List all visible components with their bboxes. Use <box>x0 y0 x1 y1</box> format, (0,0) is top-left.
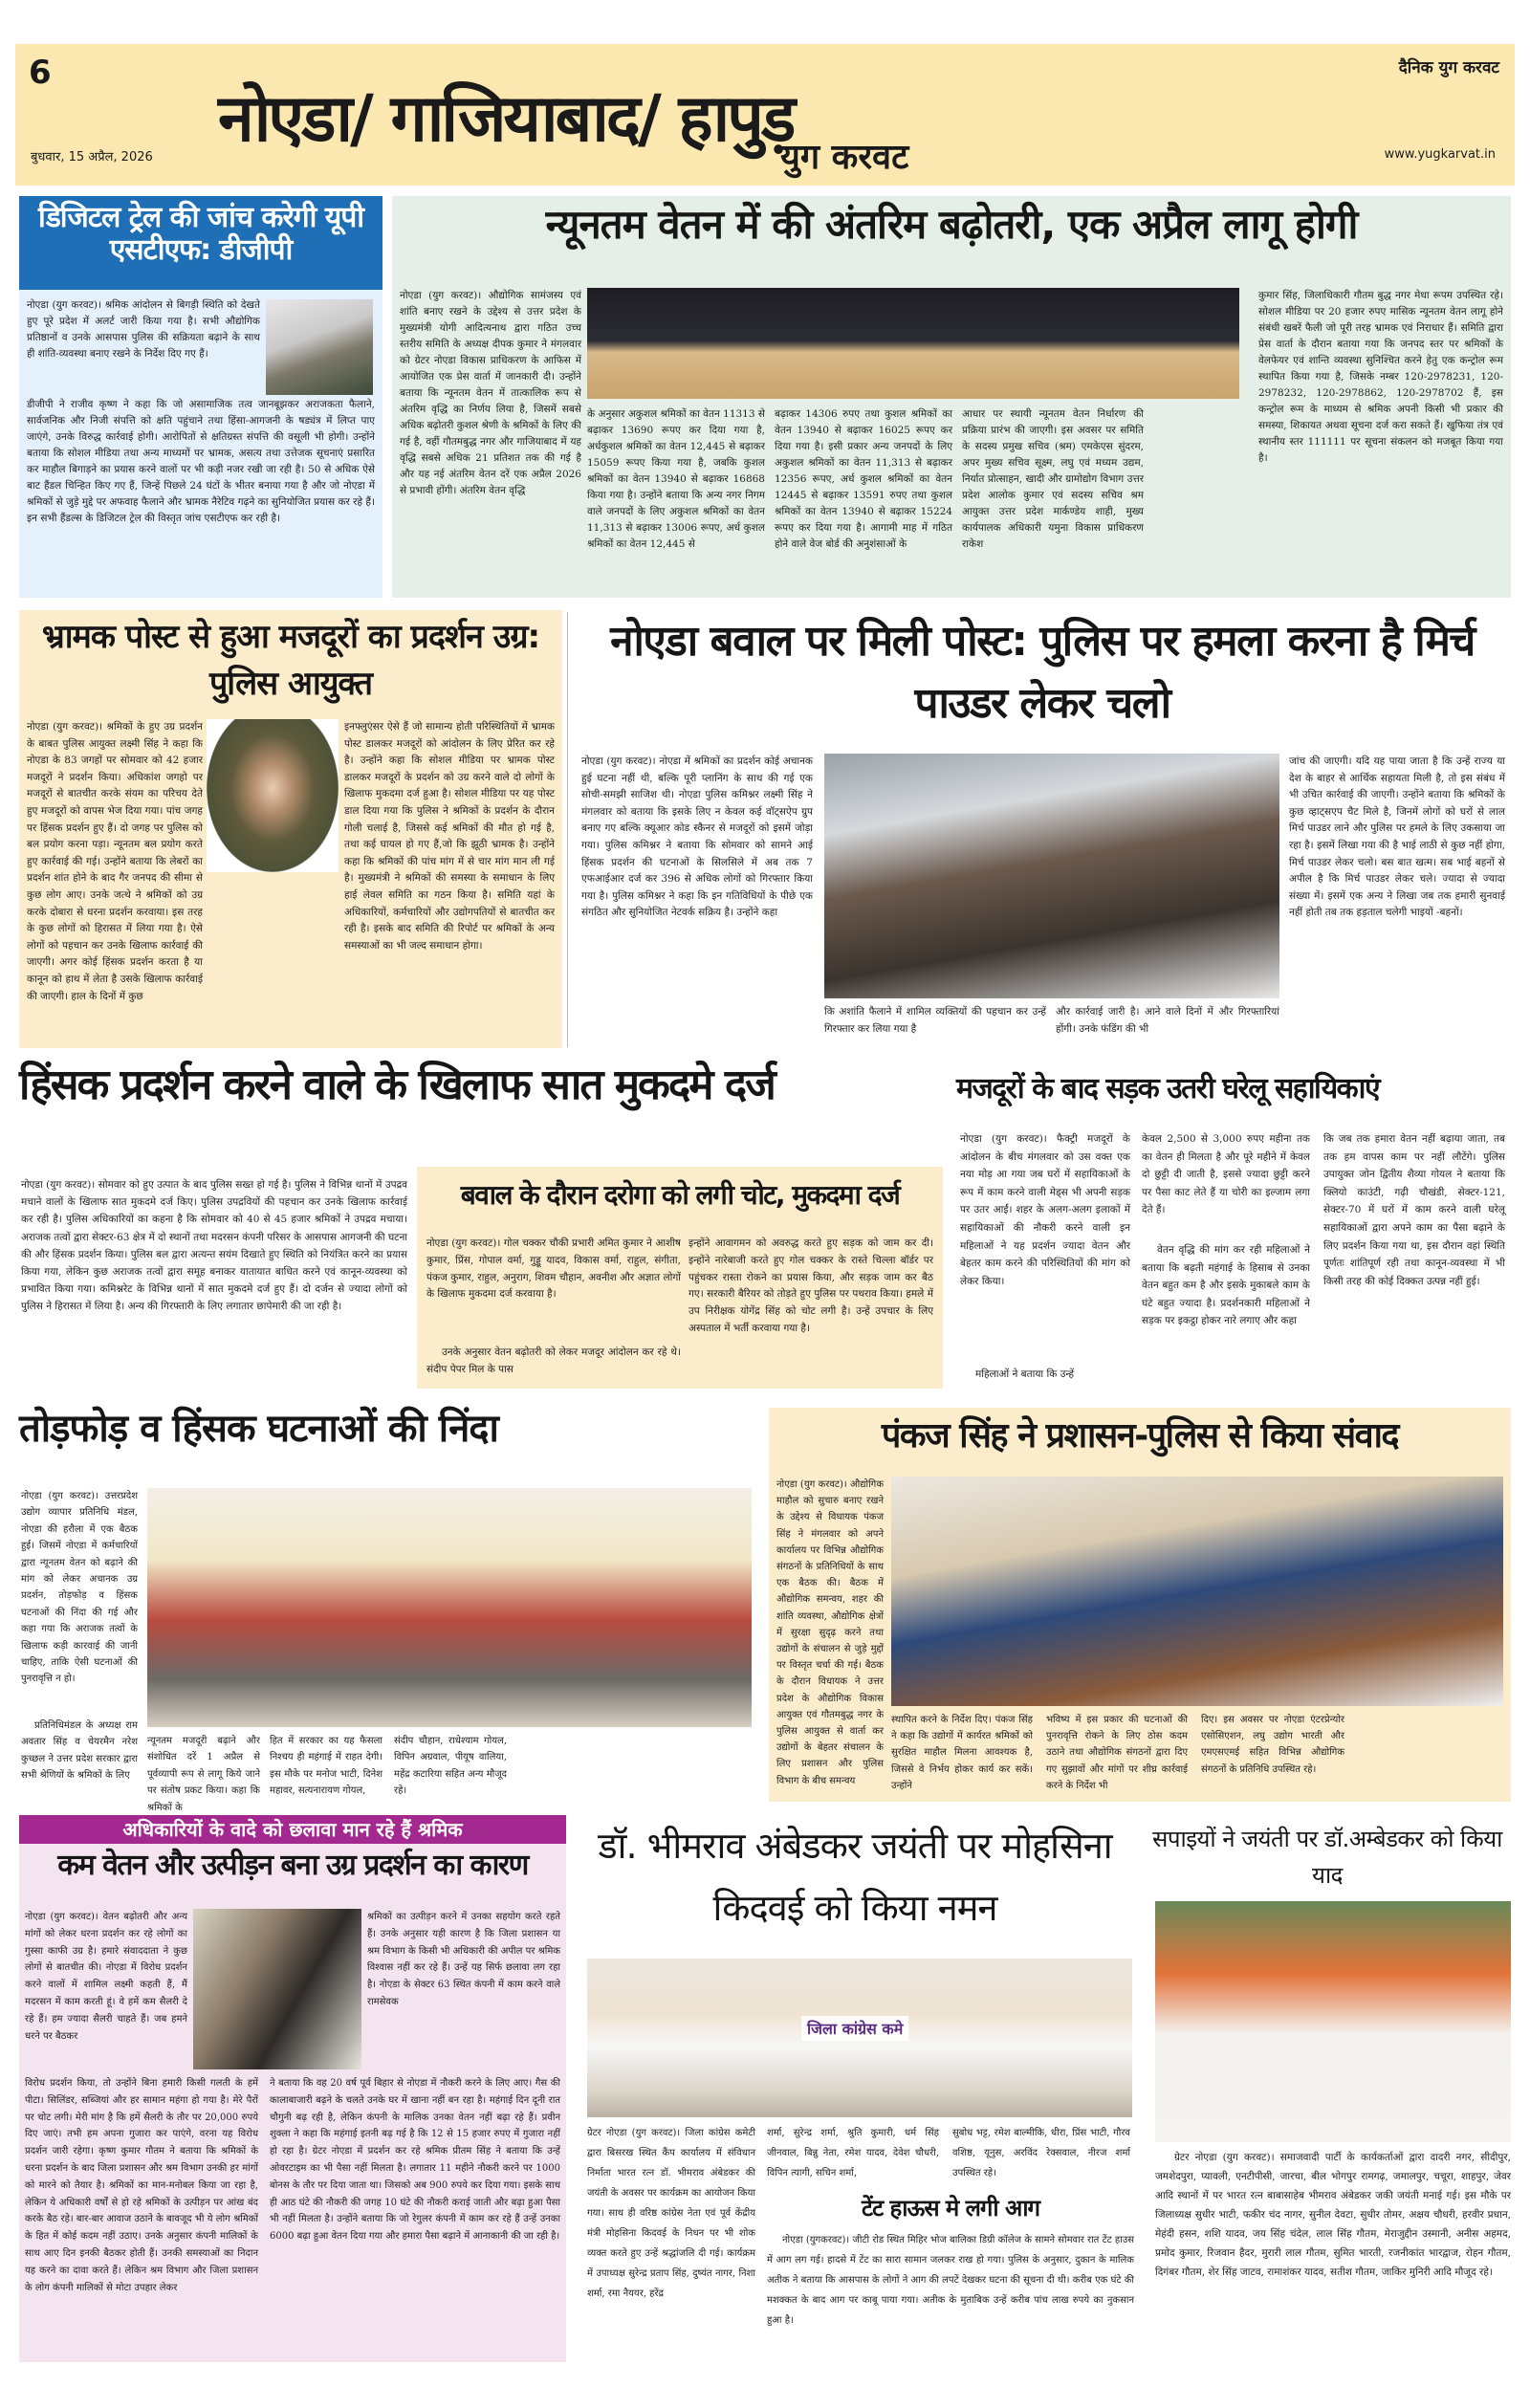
story-column: विरोध प्रदर्शन किया, तो उन्होंने बिना हमारी किसी गलती के हमें पीटा। सिलिंडर, सब्जियां और हर सामान महंगा हो गया है। मेरे पैरों पर चोट लगी। मेरी मांग है कि हमें सैलरी के तौर पर 20,000 रुपये दिए जाएं। तभी हम अपना गुजारा कर पाएंगे, वरना यह विरोध प्रदर्शन जारी रहेगा। कृष्ण कुमार गौतम ने बताया कि श्रमिकों के धरना प्रदर्शन के बाद जिला प्रशासन और श्रम विभाग उनकी हर मांगों को मारने को तैयार है। श्रमिकों का मान-मनोबल किया जा रहा है, लेकिन ये अधिकारी वर्षों से हो रहे श्रमिकों के उत्पीड़न पर आंख बंद करके बैठ रहे। बार-बार आवाज उठाने के बावजूद भी ये लोग श्रमिकों के हित में कोई कदम नहीं उठाए। उनके अनुसार कंपनी मालिकों के साथ आए दिन इनकी बैठकर होती हैं। उनकी समस्याओं का निदान यह करने का दावा करते हैं। लेकिन श्रम विभाग और जिला प्रशासन के लोग कंपनी मालिकों से मोटा उपहार लेकर <box>25 2078 258 2293</box>
brand-logo-text: युग करवट <box>780 138 909 177</box>
story-headline: डिजिटल ट्रेल की जांच करेगी यूपी एसटीएफ: डीजीपी <box>19 196 382 290</box>
masthead <box>15 44 1515 186</box>
story-commissioner <box>19 610 562 1048</box>
story-low-wage <box>19 1815 566 2362</box>
column-divider <box>567 612 568 1047</box>
story-column: कि अशांति फैलाने में शामिल व्यक्तियों की पहचान कर उन्हें गिरफ्तार कर लिया गया है <box>824 1006 1046 1035</box>
paper-name: दैनिक युग करवट <box>1398 58 1499 77</box>
story-column: वेतन वृद्धि की मांग कर रही महिलाओं ने बताया कि बढ़ती महंगाई के हिसाब से उनका वेतन बहुत कम है और इसके मुकाबले काम के घंटे बहुत ज्यादा है। प्रदर्शनकारी महिलाओं ने सड़क पर इकट्ठा होकर नारे लगाए और कहा <box>1142 1244 1310 1327</box>
website-link[interactable]: www.yugkarvat.in <box>1384 147 1496 162</box>
story-column: नोएडा (युग करवट)। गोल चक्कर चौकी प्रभारी अमित कुमार ने आशीष कुमार, प्रिंस, गोपाल वर्मा, गुड्डू यादव, विकास वर्मा, राहुल, संगीता, पंकज कुमार, राहुल, अनुराग, शिवम चौहान, अवनीश और अज्ञात लोगों के खिलाफ मुकदमा दर्ज करवाया है। <box>426 1237 681 1301</box>
story-headline: बवाल के दौरान दरोगा को लगी चोट, मुकदमा दर्ज <box>460 1179 900 1211</box>
story-column: बढ़ाकर 14306 रुपए तथा कुशल श्रमिकों का वेतन 13940 से बढ़ाकर 16025 रूपए कर दिया गया है। इसी प्रकार अन्य जनपदों के लिए अकुशल श्रमिकों का वेतन 11,313 से बढ़ाकर 12356 रूपए, अर्ध कुशल श्रमिकों का वेतन 12445 से बढ़ाकर 13591 रुपए तथा कुशल श्रमिकों का वेतन 13940 से बढ़ाकर 15224 रूपए कर दिया गया है। आगामी माह में गठित होने वाले वेज बोर्ड की अनुशंसाओं के <box>775 408 952 550</box>
story-condemn <box>19 1404 755 1813</box>
story-headline: डॉ. भीमराव अंबेडकर जयंती पर मोहसिना किदवई को किया नमन <box>598 1825 1112 1930</box>
story-column: नोएडा (युग करवट)। औद्योगिक माहौल को सुचारु बनाए रखने के उद्देश्य से विधायक पंकज सिंह ने मंगलवार को अपने कार्यालय पर विभिन्न औद्योगिक संगठनों के प्रतिनिधियों के साथ एक बैठक की। बैठक में औद्योगिक समन्वय, शहर की शांति व्यवस्था, औद्योगिक क्षेत्रों में सुरक्षा सुदृढ़ करने तथा उद्योगों के संचालन से जुड़े मुद्दों पर विस्तृत चर्चा की गई। बैठक के दौरान विधायक ने उत्तर प्रदेश के औद्योगिक विकास आयुक्त एवं गौतमबुद्ध नगर के पुलिस आयुक्त से वार्ता कर उद्योगों के बेहतर संचालन के लिए प्रशासन और पुलिस विभाग के बीच समन्वय <box>776 1479 884 1786</box>
story-column: नोएडा (युग करवट)। नोएडा में श्रमिकों का प्रदर्शन कोई अचानक हुई घटना नहीं थी, बल्कि पूरी प्लानिंग के साथ की गई एक सोची-समझी साजिश थी। नोएडा पुलिस कमिश्नर लक्ष्मी सिंह ने मंगलवार को बताया कि इसके लिए न केवल कई वॉट्सऐप ग्रुप बनाए गए बल्कि क्यूआर कोड स्कैनर से मजदूरों को इसमें जोड़ा गया। पुलिस कमिश्नर ने बताया कि सोमवार को सामने आई हिंसक प्रदर्शन की घटनाओं के सिलसिले में अब तक 7 एफआईआर दर्ज कर 396 से अधिक लोगों को गिरफ्तार किया गया है। पुलिस कमिश्नर ने कहा कि इन गतिविधियों के पीछे एक संगठित और सुनियोजित नेटवर्क सक्रिय है। उन्होंने कहा <box>581 755 813 919</box>
story-lead: नोएडा (युग करवट)। श्रमिक आंदोलन से बिगड़ी स्थिति को देखते हुए पूरे प्रदेश में अलर्ट जारी किया गया है। सभी औद्योगिक प्रतिष्ठानों व उनके आसपास पुलिस की सक्रियता बढ़ाने के साथ ही शांति-व्यवस्था बनाए रखने के निर्देश दिए गए हैं। <box>27 299 260 360</box>
story-column: नोएडा (युग करवट)। वेतन बढ़ोतरी और अन्य मांगों को लेकर धरना प्रदर्शन कर रहे लोगों का गुस्सा काफी उग्र है। हमारे संवाददाता ने कुछ लोगों से बातचीत की। नोएडा में विरोध प्रदर्शन करने वालों में शामिल लक्ष्मी कहती हैं, मैं मदरसन में काम करती हूं। वे हमें कम सैलरी दे रहे हैं। हम ज्यादा सैलरी चाहते हैं। जब हमने धरने पर बैठकर <box>25 1912 187 2042</box>
story-body: ग्रेटर नोएडा (युग करवट)। समाजवादी पार्टी के कार्यकर्ताओं द्वारा दादरी नगर, सीदीपुर, जमशेदपुरा, प्यावली, एनटीपीसी, जारचा, बील भोगपुर रामगढ़, जमालपुर, चचूरा, शाहपुर, जेवर आदि स्थानों में पर भारत रत्न बाबासाहेब भीमराव अंबेडकर जकी जयंती मनाई गई। इस मौके पर जिलाध्यक्ष सुधीर भाटी, फकीर चंद नागर, सुनील देवटा, सुधीर तोमर, अक्षय चौधरी, हरवीर प्रधान, मेहंदी हसन, शशि यादव, जय सिंह चंदेल, लाल सिंह गौतम, मेराजुद्दीन उस्मानी, अनीस अहमद, प्रमोद कुमार, रिजवान हैदर, मुरारी लाल गौतम, सुमित भारती, रजनीकांत भारद्वाज, रोहन गौतम, दिगंबर गौतम, शेर सिंह जाटव, रामाशंकर यादव, सतीश गौतम, जाकिर मुनिरी आदि मौजूद रहे। <box>1155 2152 1511 2278</box>
story-headline: तोड़फोड़ व हिंसक घटनाओं की निंदा <box>19 1407 498 1451</box>
story-column: नोएडा (युग करवट)। फैक्ट्री मजदूरों के आंदोलन के बीच मंगलवार को उस वक्त एक नया मोड़ आ गया जब घरों में सहायिकाओं के रूप में काम करने वाली मेड्स भी अपनी सड़क पर उतर आईं। शहर के अलग-अलग इलाकों में सहायिकाओं की नौकरी करने वाली इन महिलाओं ने यह प्रदर्शन ज्यादा वेतन और बेहतर काम करने की परिस्थितियों की मांग को लेकर किया। <box>960 1133 1130 1287</box>
story-bawal <box>574 610 1511 1048</box>
sp-tribute-photo <box>1155 1901 1511 2142</box>
story-sp <box>1144 1815 1511 2362</box>
protest-crowd-photo <box>824 754 1279 998</box>
story-column: और कार्रवाई जारी है। आने वाले दिनों में और गिरफ्तारियां होंगी। उनके फंडिंग की भी <box>1056 1006 1279 1035</box>
story-min-wage <box>392 196 1511 598</box>
story-body: डीजीपी ने राजीव कृष्ण ने कहा कि जो असामाजिक तत्व जानबूझकर अराजकता फैलाने, सार्वजनिक और निजी संपत्ति को क्षति पहुंचाने तथा हिंसा-आगजनी के षड्यंत्र में लिप्त पाए जाएंगे, उनके विरुद्ध कार्रवाई होगी। आरोपितों से क्षतिग्रस्त संपत्ति की वसूली भी होगी। उन्होंने बताया कि सोशल मीडिया तथा अन्य माध्यमों पर भ्रामक, असत्य तथा उत्तेजक सूचनाएं प्रसारित कर माहौल बिगाड़ने का प्रयास करने वालों पर भी कड़ी नजर रखी जा रही है। 50 से अधिक ऐसे बाट हैंडल चिन्हित किए गए हैं, जिन्हें पिछले 24 घंटों के भीतर बनाया गया है और जो नोएडा में श्रमिकों से जुड़े मुद्दे पर अफवाह फैलाने और भ्रामक नैरेटिव गढ़ने का सुनियोजित प्रयास कर रहे हैं। इन सभी हैंडल्स के डिजिटल ट्रेल की विस्तृत जांच एसटीएफ कर रही है। <box>27 399 375 524</box>
story-headline: पंकज सिंह ने प्रशासन-पुलिस से किया संवाद <box>881 1416 1399 1456</box>
pankaj-meeting-photo <box>891 1477 1503 1706</box>
story-kicker: अधिकारियों के वादे को छलावा मान रहे हैं श्रमिक <box>19 1815 566 1844</box>
press-conference-photo <box>587 288 1239 399</box>
story-column: हित में सरकार का यह फैसला निश्चय ही महंगाई में राहत देगी। इस मौके पर मनोज भाटी, दिनेश महावर, सत्यनारायण गोयल, <box>270 1736 382 1797</box>
story-column: शर्मा, सुरेन्द्र शर्मा, श्रुति कुमारी, धर्म सिंह जीनवाल, बिन्नु नेता, रमेश यादव, देवेश चौधरी, विपिन त्यागी, सचिन शर्मा, <box>767 2128 939 2178</box>
story-headline: न्यूनतम वेतन में की अंतरिम बढ़ोतरी, एक अप्रैल लागू होगी <box>545 201 1358 248</box>
issue-date: बुधवार, 15 अप्रैल, 2026 <box>31 150 153 164</box>
workers-photo <box>193 1909 361 2069</box>
story-column: नोएडा (युग करवट)। उत्तरप्रदेश उद्योग व्यापार प्रतिनिधि मंडल, नोएडा की हरौला में एक बैठक हुई। जिसमें नोएडा में कर्मचारियों द्वारा न्यूनतम वेतन को बढ़ाने की मांग को लेकर अचानक उग्र प्रदर्शन, तोड़फोड़ व हिंसक घटनाओं की निंदा की गई और कहा गया कि अराजक तत्वों के खिलाफ कड़ी कारवाई की जानी चाहिए, ताकि ऐसी घटनाओं की पुनरावृत्ति न हो। <box>21 1491 138 1685</box>
story-column: प्रतिनिधिमंडल के अध्यक्ष राम अवतार सिंह व चेयरमैन नरेश कुच्छल ने उत्तर प्रदेश सरकार द्वारा सभी श्रेणियों के श्रमिकों के लिए <box>21 1720 138 1782</box>
story-column: कि जब तक हमारा वेतन नहीं बढ़ाया जाता, तब तक हम वापस काम पर नहीं लौटेंगे। पुलिस उपायुक्त जोन द्वितीय शैव्या गोयल ने बताया कि क्लियो काउंटी, गढ़ी चौखंडी, सेक्टर-121, सेक्टर-70 में घरों में काम करने वाली घरेलू सहायिकाओं द्वारा अपने काम का पैसा बढ़ाने के लिए प्रदर्शन किया गया था, इस दौरान वहां स्थिति पूर्णतः शांतिपूर्ण रही तथा कानून-व्यवस्था में भी किसी तरह की कोई दिक्कत उत्पन्न नहीं हुई। <box>1323 1133 1505 1287</box>
story-column: जांच की जाएगी। यदि यह पाया जाता है कि उन्हें राज्य या देश के बाहर से आर्थिक सहायता मिली है, तो इस संबंध में भी उचित कार्रवाई की जाएगी। उन्होंने बताया कि श्रमिकों के कुछ व्हाट्सएप चैट मिले है, जिनमें लोगों को घरों से लाल मिर्च पाउडर लाने और पुलिस पर हमले के लिए उकसाया जा रहा है। इसमें लिखा गया की है भाई लाठी से कुछ नहीं होगा, मिर्च पाउडर लेकर चलो। बस बात खत्म। सब भाई बहनों से अपील है कि मिर्च पाउडर लेकर चले। ज्यादा से ज्यादा संख्या में। इसमें एक अन्य ने लिखा जब तक हमारी सुनवाई नहीं होती तब तक हड़ताल चलेगी भाइयों -बहनों। <box>1289 755 1505 919</box>
story-column: ग्रेटर नोएडा (युग करवट)। जिला कांग्रेस कमेटी द्वारा बिसरख स्थित कैंप कार्यालय में संविधान निर्माता भारत रत्न डॉ. भीमराव अंबेडकर की जयंती के अवसर पर कार्यक्रम का आयोजन किया गया। साथ ही वरिष्ठ कांग्रेस नेता एवं पूर्व केंद्रीय मंत्री मोहसिना किदवई के निधन पर भी शोक व्यक्त करते हुए उन्हें श्रद्धांजलि दी गई। कार्यक्रम में उपाध्यक्ष सुरेन्द्र प्रताप सिंह, दुष्यंत नागर, निशा शर्मा, रमा नैययर, हरेंद्र <box>587 2128 755 2299</box>
story-pankaj <box>769 1408 1511 1802</box>
story-column: नोएडा (युग करवट)। श्रमिकों के हुए उग्र प्रदर्शन के बाबत पुलिस आयुक्त लक्ष्मी सिंह ने कहा कि नोएडा के 83 जगहों पर सोमवार को 42 हजार मजदूरों ने प्रदर्शन किया। अधिकांश जगहो पर मजदूरों से बातचीत करके संयम का परिचय देते हुए मजदूरों को वापस भेज दिया गया। पांच जगह पर हिंसक प्रदर्शन हुए हैं। दो जगह पर पुलिस को बल प्रयोग करना पड़ा। न्यूनतम बल प्रयोग करते हुए कार्रवाई की गई। उन्होंने बताया कि लेबरों का प्रदर्शन शांत होने के बाद गैर जनपद की सीमा से कुछ लोग आए। उनके जत्थे ने श्रमिकों को उग्र करके दोबारा से धरना प्रदर्शन करवाया। इस तरह के कुछ लोगों को हिरासत में लिया गया है। ऐसे लोगों को पहचान कर उनके खिलाफ कार्रवाई की जाएगी। अगर कोई हिंसक प्रदर्शन करता है या कानून को हाथ में लेता है उसके खिलाफ कार्रवाई की जाएगी। हाल के दिनों में कुछ <box>27 721 203 1002</box>
story-column: कुमार सिंह, जिलाधिकारी गौतम बुद्ध नगर मेधा रूपम उपस्थित रहे। सोशल मीडिया पर 20 हजार रुपए मासिक न्यूनतम वेतन लागू होने संबंधी खबरें फैली जो पूरी तरह भ्रामक एवं निराधार हैं। समिति द्वारा प्रेस वार्ता के दौरान बताया गया कि जनपद स्तर पर श्रमिकों के वेलफेयर एवं शान्ति व्यवस्था सुनिश्चित करने हेतु एक कन्ट्रोल रूम स्थापित किया गया है, जिसके नम्बर 120-2978231, 120-2978232, 120-2978862, 120-2978702 हैं, इस कन्ट्रोल रूम के माध्यम से श्रमिक अपनी किसी भी प्रकार की समस्या, शिकायत अथवा सूचना दर्ज करा सकते हैं। खुफिया तंत्र एवं स्थानीय स्तर 111111 पर सूचना संकलन को मजबूत किया गया है। <box>1258 290 1503 464</box>
story-column: स्थापित करने के निर्देश दिए। पंकज सिंह ने कहा कि उद्योगों में कार्यरत श्रमिकों को सुरक्षित माहौल मिलना आवश्यक है, जिससे वे निर्भय होकर कार्य कर सकें। उन्होंने <box>891 1715 1033 1791</box>
story-column: के अनुसार अकुशल श्रमिकों का वेतन 11313 से बढ़ाकर 13690 रूपए कर दिया गया है, अर्धकुशल श्रमिकों का वेतन 12,445 से बढ़ाकर 15059 रूपए किया गया है, जबकि कुशल श्रमिकों का वेतन 13940 से बढ़ाकर 16868 किया गया है। उन्होंने बताया कि अन्य नगर निगम वाले जनपदों के लिए अकुशल श्रमिकों का वेतन 11,313 से बढ़ाकर 13006 रूपए, अर्ध कुशल श्रमिकों का वेतन 12,445 से <box>587 408 765 550</box>
story-headline: नोएडा बवाल पर मिली पोस्ट: पुलिस पर हमला करना है मिर्च पाउडर लेकर चलो <box>610 617 1475 729</box>
story-column: इनफ्लुएंसर ऐसे हैं जो सामान्य होती परिस्थितियों में भ्रामक पोस्ट डालकर मजदूरों को आंदोलन के लिए प्रेरित कर रहे है। उन्होंने कहा कि सोशल मीडिया पर भ्रामक पोस्ट डालकर मजदूरों के प्रदर्शन को उग्र करने वाले दो लोगों के खिलाफ मुकदमा दर्ज हुआ है। सोशल मीडिया पर यह पोस्ट डाल दिया गया कि पुलिस ने श्रमिकों के प्रदर्शन के दौरान गोली चलाई है, जिससे कई श्रमिकों की मौत हो गई है, तथा कई घायल हो गए हैं,जो कि झूठी भ्रामक है। उन्होंने कहा कि श्रमिकों की पांच मांग में से चार मांग मान ली गई है। मुख्यमंत्री ने श्रमिकों की समस्या के समाधान के लिए हाई लेवल समिति का गठन किया है। समिति यहां के अधिकारियों, कर्मचारियों और उद्योगपतियों से बातचीत कर रही है। इसके बाद समिति की रिपोर्ट पर श्रमिकों के अन्य समस्याओं का भी जल्द समाधान होगा। <box>344 721 555 952</box>
story-column: महिलाओं ने बताया कि उन्हें <box>975 1368 1075 1380</box>
dgp-photo <box>266 299 373 395</box>
story-dgp <box>19 196 382 598</box>
story-headline: हिंसक प्रदर्शन करने वाले के खिलाफ सात मुकदमे दर्ज <box>19 1061 775 1109</box>
congress-event-photo <box>587 1959 1132 2117</box>
story-tent <box>767 2196 1134 2362</box>
story-column: श्रमिकों का उत्पीड़न करने में उनका सहयोग करते रहते हैं। उनके अनुसार यही कारण है कि जिला प्रशासन या श्रम विभाग के किसी भी अधिकारी की अपील पर श्रमिक विश्वास नहीं कर रहे हैं। उन्हें यह सिर्फ छलावा लग रहा है। नोएडा के सेक्टर 63 स्थित कंपनी में काम करने वाले रामसेवक <box>367 1912 560 2007</box>
story-column: ने बताया कि वह 20 वर्ष पूर्व बिहार से नोएडा में नौकरी करने के लिए आए। गैस की कालाबाजारी बढ़ने के चलते उनके घर में खाना नहीं बन रहा है। महंगाई दिन दूनी रात चौगुनी बढ़ रही है, लेकिन कंपनी के मालिक उनका वेतन नहीं बढ़ा रहे हैं। प्रवीन शुक्ला ने कहा कि महंगाई इतनी बढ़ गई है कि 12 से 15 हजार रुपए में गुजारा नहीं हो रहा है। ग्रेटर नोएडा में प्रदर्शन कर रहे श्रमिक प्रीतम सिंह ने बताया कि उन्हें ओवरटाइम का भी पैसा नहीं मिलता है। लगातार 11 महीने नौकरी करने पर 1000 बोनस के तौर पर दिया जाता था। जिसको अब 900 रुपये कर दिया गया। इसके साथ ही आठ घंटे की नौकरी की जगह 10 घंटे की नौकरी कराई जाती और बढ़ा हुआ पैसा भी नहीं मिलता है। उन्होंने बताया कि जो रेगुलर कंपनी में काम कर रहे हैं उन्हें उनका 6000 बढ़ा हुआ वेतन दिया गया और हमारा पैसा बढ़ाने में आनाकानी की जा रही है। <box>270 2078 560 2243</box>
story-column: सुबोध भट्ट, रमेश बाल्मीकि, धीरा, प्रिंस भाटी, गौरव वशिष्ठ, यूनुस, अरविंद रेक्सवाल, नीरज शर्मा उपस्थित रहे। <box>952 2128 1130 2178</box>
story-headline: भ्रामक पोस्ट से हुआ मजदूरों का प्रदर्शन उग्र: पुलिस आयुक्त <box>41 618 540 704</box>
story-column: दिए। इस अवसर पर नोएडा एंटरप्रेन्योर एसोसिएशन, लघु उद्योग भारती और एमएसएमई सहित विभिन्न औद्योगिक संगठनों के प्रतिनिधि उपस्थित रहे। <box>1201 1715 1344 1775</box>
story-column: इन्होंने आवागमन को अवरुद्ध करते हुए सड़क को जाम कर दी। इन्होंने नारेबाजी करते हुए गोल चक्कर के रास्ते चिल्ला बॉर्डर पर पहुंचकर रास्ता रोकने का प्रयास किया, और सड़क जाम कर बैठ गए। सरकारी बैरियर को तोड़ते हुए पुलिस पर पथराव किया। हमले में उप निरीक्षक योगेंद्र सिंह को चोट लगी है। उन्हें उपचार के लिए अस्पताल में भर्ती करवाया गया है। <box>688 1237 933 1334</box>
story-column: संदीप चौहान, राधेश्याम गोयल, विपिन अग्रवाल, पीयूष वालिया, महेंद्र कटारिया सहित अन्य मौजूद रहे। <box>394 1736 507 1797</box>
story-daroga <box>417 1167 943 1389</box>
story-column: भविष्य में इस प्रकार की घटनाओं की पुनरावृत्ति रोकने के लिए ठोस कदम उठाने तथा औद्योगिक संगठनों द्वारा दिए गए सुझावों और मांगों पर शीघ्र कार्रवाई करने के निर्देश भी <box>1046 1715 1188 1791</box>
photo-banner-text: जिला कांग्रेस कमे <box>801 2016 908 2041</box>
story-column: उनके अनुसार वेतन बढ़ोतरी को लेकर मजदूर आंदोलन कर रहे थे। संदीप पेपर मिल के पास <box>426 1346 681 1375</box>
story-column: नोएडा (युग करवट)। औद्योगिक सामंजस्य एवं शांति बनाए रखने के उद्देश्य से उत्तर प्रदेश के मुख्यमंत्री योगी आदित्यनाथ द्वारा गठित उच्च स्तरीय समिति के अध्यक्ष दीपक कुमार ने मंगलवार को ग्रेटर नोएडा विकास प्राधिकरण के आफिस में आयोजित एक प्रेस वार्ता में जानकारी दी। उन्होंने बताया कि न्यूनतम वेतन में तात्कालिक रूप से अंतरिम वृद्धि का निर्णय लिया है, जिसमें सबसे अधिक बढ़ोतरी कुशल श्रेणी के श्रमिकों के लिए की गई है, वहीं गौतमबुद्ध नगर और गाजियाबाद में यह वृद्धि सबसे अधिक 21 प्रतिशत तक की गई है और यह नई अंतरिम वेतन दरें एक अप्रैल 2026 से प्रभावी होंगी। अंतरिम वेतन वृद्धि <box>400 290 581 496</box>
commissioner-photo <box>207 719 339 872</box>
page-number: 6 <box>29 54 52 92</box>
story-body: नोएडा (युगकरवट)। जीटी रोड स्थित मिहिर भोज बालिका डिग्री कॉलेज के सामने सोमवार रात टेंट हाउस में आग लग गई। हादसे में टेंट का सारा सामान जलकर राख हो गया। पुलिस के अनुसार, दुकान के मालिक अतीक ने बताया कि आसपास के लोगों ने आग की लपटें देखकर घटना की सूचना दी थी। करीब एक घंटे की मशक्कत के बाद आग पर काबू पाया गया। अतीक के मुताबिक उन्हें करीब पांच लाख रुपये का नुकसान हुआ है। <box>767 2235 1134 2326</box>
story-body: नोएडा (युग करवट)। सोमवार को हुए उत्पात के बाद पुलिस सख्त हो गई है। पुलिस ने विभिन्न थानों में उपद्रव मचाने वालों के खिलाफ सात मुकदमे दर्ज किए। पुलिस उपद्रवियों की पहचान कर उनके खिलाफ कार्रवाई कर रही है। पुलिस अधिकारियों का कहना है कि सोमवार को 40 से 45 हजार श्रमिकों ने उपद्रव मचाया। अराजक तत्वों द्वारा सेक्टर-63 क्षेत्र में दो स्थानों तथा मदरसन कंपनी परिसर के आसपास आगजनी की घटना की और हिंसक प्रदर्शन किया। पुलिस बल द्वारा अत्यन्त सयंम दिखाते हुए स्थिति को नियंत्रित करने का प्रयास किया गया, लेकिन कुछ अराजक तत्वों द्वारा समूह बनाकर यातायात बाधित करने एवं कानून-व्यवस्था को प्रभावित किया गया। कमिश्नरेट के विभिन्न थानों में सात मुकदमे दर्ज हुए हैं। दो दर्जन से ज्यादा लोगों को पुलिस ने हिरासत में लिया है। अन्य की गिरफ्तारी के लिए लगातार छापेमारी की जा रही है। <box>21 1179 407 1313</box>
story-column: न्यूनतम मजदूरी बढ़ाने और संशोधित दरें 1 अप्रैल से पूर्वव्यापी रूप से लागू किये जाने पर संतोष प्रकट किया। कहा कि श्रमिकों के <box>147 1736 260 1813</box>
story-headline: कम वेतन और उत्पीड़न बना उग्र प्रदर्शन का कारण <box>57 1849 528 1882</box>
story-headline: सपाइयों ने जयंती पर डॉ.अम्बेडकर को किया याद <box>1152 1826 1502 1890</box>
story-column: केवल 2,500 से 3,000 रुपए महीना तक का वेतन ही मिलता है और पूरे महीने में केवल दो छुट्टी दी जाती है, इससे ज्यादा छुट्टी करने पर पैसा काट लेते हैं या चोरी का इल्जाम लगा देते हैं। <box>1142 1133 1310 1216</box>
section-title: नोएडा/ गाजियाबाद/ हापुड़ <box>218 81 794 157</box>
story-headline: टेंट हाऊस मे लगी आग <box>861 2195 1040 2222</box>
meeting-photo <box>147 1488 752 1727</box>
story-column: आधार पर स्थायी न्यूनतम वेतन निर्धारण की प्रक्रिया प्रारंभ की जाएगी। इस अवसर पर समिति के सदस्य प्रमुख सचिव (श्रम) एमकेएस सुंदरम, अपर मुख्य सचिव सूक्ष्म, लघु एवं मध्यम उद्यम, निर्यात प्रोत्साहन, खादी और ग्रामोद्योग विभाग उत्तर प्रदेश आलोक कुमार एवं सदस्य सचिव श्रम आयुक्त उत्तर प्रदेश मार्कण्डेय शाही, मुख्य कार्यपालक अधिकारी यमुना विकास प्राधिकरण राकेश <box>962 408 1144 550</box>
story-helpers <box>956 1062 1511 1391</box>
story-headline: मजदूरों के बाद सड़क उतरी घरेलू सहायिकाएं <box>956 1072 1380 1105</box>
